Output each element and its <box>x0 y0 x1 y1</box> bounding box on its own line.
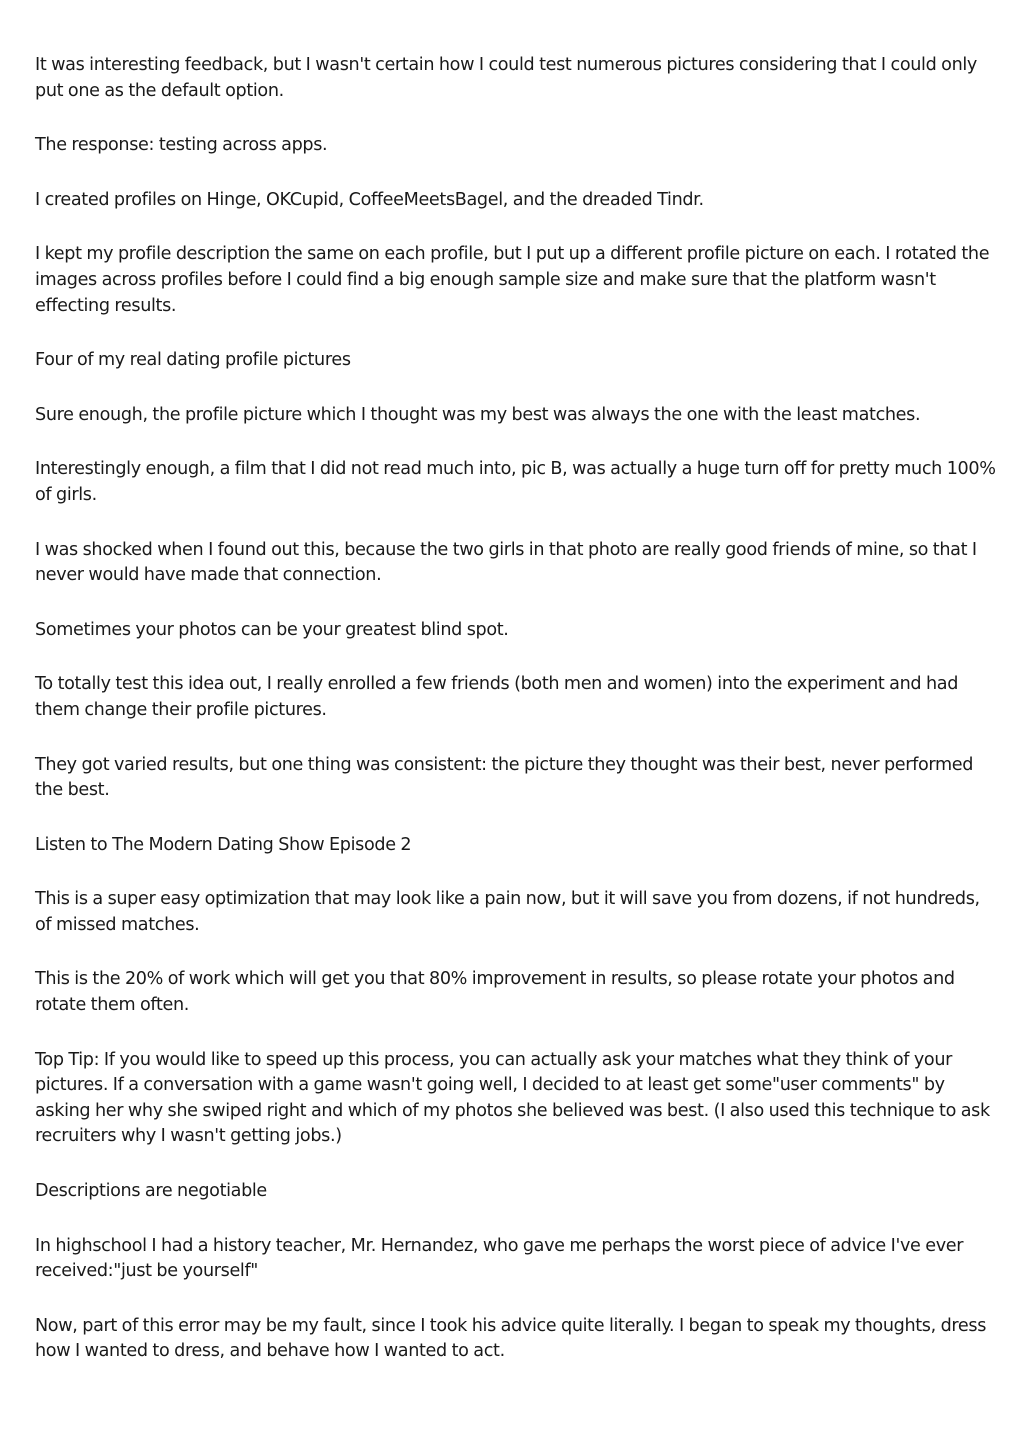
article-body <box>35 53 997 1394</box>
paragraph-10: To totally test this idea out, I really enrolled a few friends (both men and women) into the experiment and had them change their profile pictures. <box>35 674 959 720</box>
paragraph-4: I kept my profile description the same on each profile, but I put up a different profile picture on each. I rotated the images across profiles before I could find a big enough sample size and make sure that the platform wasn't effecting results. <box>35 244 990 316</box>
paragraph-11: They got varied results, but one thing was consistent: the picture they thought was their best, never performed the best. <box>35 754 974 801</box>
paragraph-5: Four of my real dating profile pictures <box>35 350 351 371</box>
paragraph-3: I created profiles on Hinge, OKCupid, CoffeeMeetsBagel, and the dreaded Tindr. <box>35 189 704 210</box>
paragraph-8: I was shocked when I found out this, because the two girls in that photo are really good friends of mine, so that I never would have made that connection. <box>35 539 977 586</box>
paragraph-12: Listen to The Modern Dating Show Episode 2 <box>35 834 412 855</box>
paragraph-7: Interestingly enough, a film that I did not read much into, pic B, was actually a huge turn off for pretty much 100% of girls. <box>35 459 996 505</box>
paragraph-16: Descriptions are negotiable <box>35 1181 267 1202</box>
paragraph-17: In highschool I had a history teacher, Mr. Hernandez, who gave me perhaps the worst piece of advice I've ever received:"just be yourself" <box>35 1235 964 1282</box>
paragraph-15: Top Tip: If you would like to speed up this process, you can actually ask your matches what they think of your pictures. If a conversation with a game wasn't going well, I decided to at least get some"user comments" by asking her why she swiped right and which of my photos she believed was best. (I also used this technique to ask recruiters why I wasn't getting jobs.) <box>35 1049 990 1147</box>
paragraph-2: The response: testing across apps. <box>35 135 328 156</box>
paragraph-13: This is a super easy optimization that may look like a pain now, but it will save you from dozens, if not hundreds, of missed matches. <box>35 889 980 935</box>
paragraph-14: This is the 20% of work which will get you that 80% improvement in results, so please rotate your photos and rotate them often. <box>35 969 955 1016</box>
paragraph-1: It was interesting feedback, but I wasn't certain how I could test numerous pictures considering that I could only put one as the default option. <box>35 55 977 101</box>
paragraph-18: Now, part of this error may be my fault, since I took his advice quite literally. I began to speak my thoughts, dress how I wanted to dress, and behave how I wanted to act. <box>35 1315 987 1362</box>
paragraph-9: Sometimes your photos can be your greatest blind spot. <box>35 619 509 640</box>
paragraph-6: Sure enough, the profile picture which I thought was my best was always the one with the least matches. <box>35 404 921 425</box>
